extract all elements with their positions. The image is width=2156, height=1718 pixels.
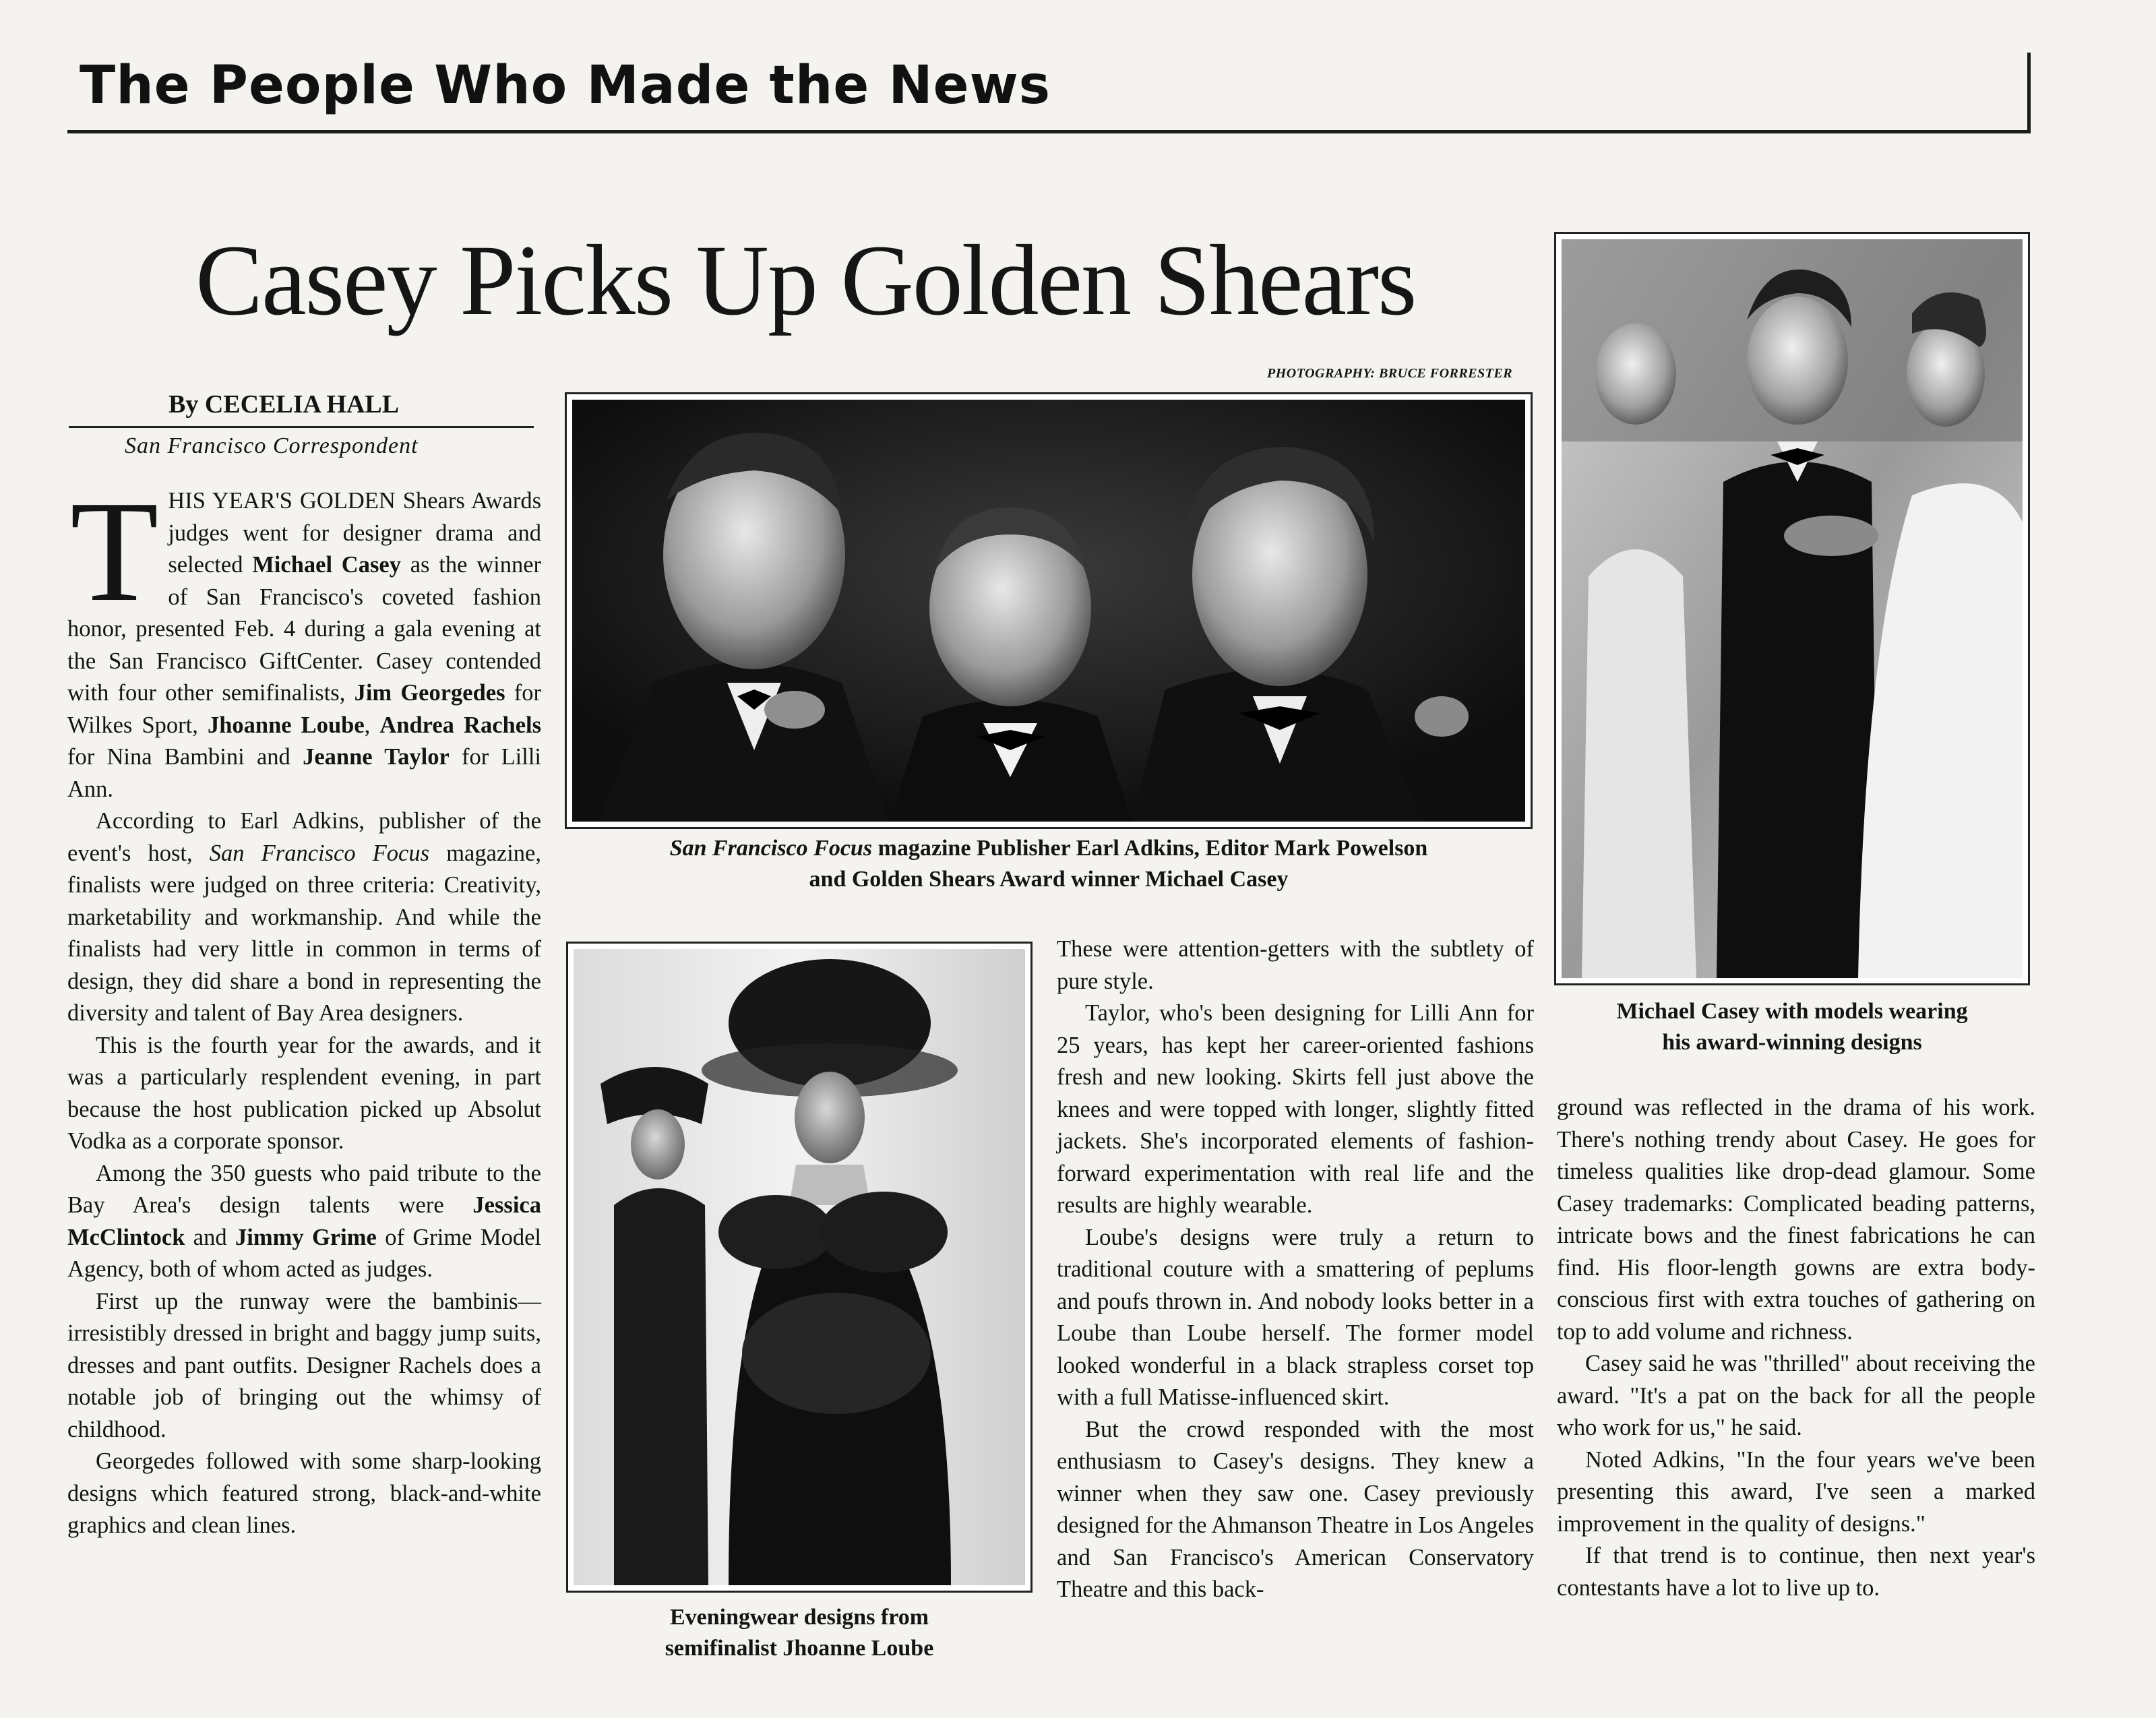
name-bold: Andrea Rachels <box>379 712 542 738</box>
right-photo <box>1562 239 2023 978</box>
paragraph: Georgedes followed with some sharp-looking designs which featured strong, black-and-white graphics and clean lines. <box>67 1448 541 1538</box>
text: as the winner of San Francisco's coveted fashion honor, presented Feb. 4 during a gala evening at the San Francisco GiftCenter. Casey contended with four other semifinalists, <box>67 552 541 706</box>
article-column-4 <box>1557 1092 2035 1604</box>
text: magazine, finalists were judged on three criteria: Creativity, marketability and workmanship. And while the finalists had very little in common in terms of design, they did share a bond in representing the diversity and talent of Bay Area designers. <box>67 840 541 1026</box>
section-rule <box>67 130 2030 133</box>
paragraph: First up the runway were the bambinis—irresistibly dressed in bright and baggy jump suits, dresses and pant outfits. Designer Rachels does a notable job of bringing out the whimsy of childhood. <box>67 1288 541 1442</box>
paragraph: Casey said he was "thrilled" about receiving the award. "It's a pat on the back for all the people who work for us," he said. <box>1557 1351 2035 1440</box>
paragraph: But the crowd responded with the most enthusiasm to Casey's designs. They knew a winner when they saw one. Casey previously designed for the Ahmanson Theatre in Los Angeles and San Francisco's American Conservatory Theatre and this back- <box>1057 1416 1534 1602</box>
paragraph <box>67 470 542 805</box>
publication-name: San Francisco Focus <box>669 836 873 861</box>
byline: By CECELIA HALL <box>168 390 400 419</box>
name-bold: Jimmy Grime <box>235 1224 377 1250</box>
caption-line: Michael Casey with models wearing <box>1616 999 1968 1024</box>
photo-credit: PHOTOGRAPHY: BRUCE FORRESTER <box>1267 366 1513 381</box>
article-column-1 <box>67 470 542 1542</box>
paragraph <box>67 1158 541 1286</box>
text: for Lilli Ann. <box>67 744 541 802</box>
caption-line: semifinalist Jhoanne Loube <box>665 1636 934 1661</box>
paragraph: Loube's designs were truly a return to traditional couture with a smattering of peplums and poufs thrown in. And nobody looks better in a Loube than Loube herself. The former model looked wonderful in a black strapless corset top with a full Matisse-influenced skirt. <box>1057 1224 1534 1410</box>
text: Among the 350 guests who paid tribute to the Bay Area's design talents were <box>67 1160 541 1218</box>
main-photo-caption <box>565 833 1533 895</box>
text: and <box>185 1224 236 1250</box>
correspondent-title: San Francisco Correspondent <box>125 433 419 458</box>
article-column-3 <box>1057 933 1534 1606</box>
name-bold: Michael Casey <box>252 552 401 578</box>
bottom-photo <box>574 949 1025 1585</box>
text: According to Earl Adkins, publisher of the event's host, <box>67 808 541 866</box>
text: for Wilkes Sport, <box>67 680 541 738</box>
paragraph <box>67 805 541 1030</box>
caption-line: Eveningwear designs from <box>669 1605 929 1630</box>
paragraph: Taylor, who's been designing for Lilli Ann for 25 years, has kept her career-oriented fashions fresh and new looking. Skirts fell just above the knees and were topped with longer, slightly fitted jackets. She's incorporated elements of fashion-forward experimentation with real life and the results are highly wearable. <box>1057 1000 1534 1218</box>
headline: Casey Picks Up Golden Shears <box>195 224 1416 336</box>
paragraph: This is the fourth year for the awards, and it was a particularly resplendent evening, in part because the host publication picked up Absolut Vodka as a corporate sponsor. <box>67 1032 541 1154</box>
drop-cap: T <box>70 470 159 632</box>
byline-rule <box>69 426 534 428</box>
text: for Nina Bambini and <box>67 744 303 770</box>
bottom-photo-caption <box>566 1602 1033 1664</box>
paragraph: If that trend is to continue, then next year's contestants have a lot to live up to. <box>1557 1543 2035 1601</box>
right-photo-caption <box>1554 996 2030 1058</box>
bottom-photo-frame <box>566 942 1033 1593</box>
paragraph: ground was reflected in the drama of his work. There's nothing trendy about Casey. He goes for timeless qualities like drop-dead glamour. Some Casey trademarks: Complicated beading patterns, intricate bows and the finest fabrications he can find. His floor-length gowns are extra body-conscious first with extra touches of gathering on top to add volume and richness. <box>1557 1095 2035 1345</box>
text: , <box>364 712 380 738</box>
text: magazine Publisher Earl Adkins, Editor Mark Powelson <box>872 836 1428 861</box>
paragraph: Noted Adkins, "In the four years we've been presenting this award, I've seen a marked improvement in the quality of designs." <box>1557 1446 2035 1537</box>
paragraph: These were attention-getters with the subtlety of pure style. <box>1057 936 1534 994</box>
text: HIS YEAR'S GOLDEN Shears Awards judges went for designer drama and selected <box>168 488 541 578</box>
name-bold: Jeanne Taylor <box>303 744 450 770</box>
name-bold: Jhoanne Loube <box>207 712 365 738</box>
caption-line: his award-winning designs <box>1662 1030 1922 1055</box>
text: of Grime Model Agency, both of whom acted as judges. <box>67 1224 541 1282</box>
caption-line: and Golden Shears Award winner Michael Casey <box>809 867 1289 892</box>
right-photo-frame <box>1554 232 2030 985</box>
section-title: The People Who Made the News <box>80 55 1051 116</box>
main-photo <box>572 400 1525 822</box>
name-bold: Jim Georgedes <box>354 680 505 706</box>
caption-line <box>565 833 1533 864</box>
name-bold: Jessica McClintock <box>67 1192 541 1250</box>
publication-name: San Francisco Focus <box>209 840 430 866</box>
section-rule-vertical <box>2027 53 2031 133</box>
main-photo-frame <box>565 392 1533 829</box>
